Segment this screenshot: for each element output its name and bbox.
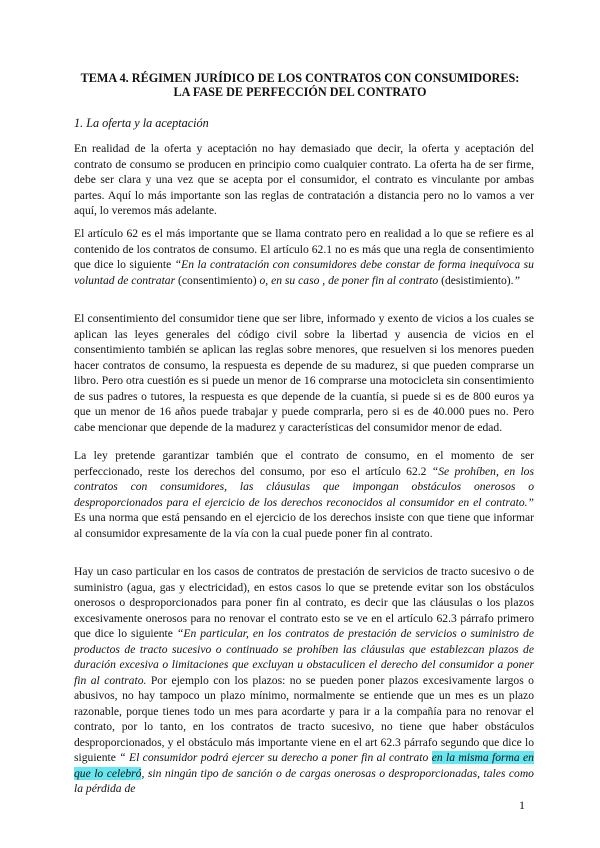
paragraph-2-text: (desistimiento). [438,273,514,287]
paragraph-4 [74,448,534,541]
paragraph-5-text: Por ejemplo con los plazos: no se pueden poner plazos excesivamente largos o abusivos, no hay tampoco un plazo mínimo, normalmente se entiende que un mes es un plazo razonable, porque tienes todo un mes para acordarte y para ir a la compañía para no renovar el contrato, por lo tanto, en los contratos de tracto sucesivo, no tiene que haber obstáculos desproporcionados, y el obstáculo más importante viene en el art 62.3 párrafo segundo que dice lo siguiente [74,673,534,764]
title-line-2: LA FASE DE PERFECCIÓN DEL CONTRATO [173,85,427,99]
paragraph-5-quote: “ El consumidor podrá ejercer su derecho a poner fin al contrato [119,751,432,764]
paragraph-2-text: (consentimiento) [175,273,260,287]
paragraph-4-text: Es una norma que está pensando en el ejercicio de los derechos insiste con que tiene que informar al consumidor expresamente de la vía con la cual puede poner fin al contrato. [74,511,534,540]
paragraph-4-text: La ley pretende garantizar también que el contrato de consumo, en el momento de ser perfeccionado, reste los derechos del consumo, por eso el artículo 62.2 [74,449,534,478]
paragraph-5 [74,564,534,797]
paragraph-2-quote: ” [513,273,521,287]
highlighted-text: en la misma forma en que lo celebró [74,751,534,780]
page-number: 1 [519,798,525,812]
paragraph-4-quote: “Se prohíben, en los contratos con consumidores, las cláusulas que impongan obstáculos onerosos o desproporcionados para el ejercicio de los derechos reconocidos al consumidor en el contrato.” [74,464,534,509]
document-title [60,71,540,99]
paragraph-5-text: Hay un caso particular en los casos de contratos de prestación de servicios de tracto sucesivo o de suministro (agua, gas y electricidad), en estos casos lo que se pretende evitar son los obstáculos onerosos o desproporcionados para poner fin al contrato, es decir que las cláusulas o los plazos excesivamente onerosos para no renovar el contrato esto se ve en el artículo 62.3 párrafo primero que dice lo siguiente [74,565,534,640]
section-heading: 1. La oferta y la aceptación [74,116,209,130]
paragraph-2-text: El artículo 62 es el más importante que se llama contrato pero en realidad a lo que se refiere es al contenido de los contratos de consumo. El artículo 62.1 no es más que una regla de consentimiento que dice lo siguiente [74,227,534,271]
title-line-1: TEMA 4. RÉGIMEN JURÍDICO DE LOS CONTRATOS CON CONSUMIDORES: [80,71,520,85]
paragraph-5-quote: , sin ningún tipo de sanción o de cargas onerosas o desproporcionadas, tales como la pérdida de [74,766,534,795]
paragraph-2-quote: o, en su caso , de poner fin al contrato [259,273,439,287]
paragraph-2-quote: “En la contratación con consumidores debe constar de forma inequívoca su voluntad de contratar [74,258,534,287]
paragraph-1: En realidad de la oferta y aceptación no hay demasiado que decir, la oferta y aceptación del contrato de consumo se producen en principio como cualquier contrato. La oferta ha de ser firme, debe ser clara y una vez que se acepta por el consumidor, el contrato es vinculante por ambas partes. Aquí lo más importante son las reglas de contratación a distancia pero no lo vamos a ver aquí, lo veremos más adelante. [74,142,534,217]
paragraph-3: El consentimiento del consumidor tiene que ser libre, informado y exento de vicios a los cuales se aplican las leyes generales del código civil sobre la libertad y ausencia de vicios en el consentimiento también se aplican las reglas sobre menores, que resuelven si los menores pueden hacer contratos de consumo, la respuesta es depende de su madurez, si que pueden comprarse un libro. Pero otra cuestión es si puede un menor de 16 comprarse una motocicleta sin consentimiento de sus padres o tutores, la respuesta es que depende de la cuantía, si puede si es de 800 euros ya que un menor de 16 años puede trabajar y puede comprarla, pero si es de 40.000 pues no. Pero cabe mencionar que depende de la madurez y características del consumidor menor de edad. [74,312,534,434]
paragraph-5-quote: “En particular, en los contratos de prestación de servicios o suministro de productos de tracto sucesivo o continuado se prohíben las cláusulas que establezcan plazos de duración excesiva o limitaciones que excluyan u obstaculicen el derecho del consumidor a poner fin al contrato. [74,627,534,687]
paragraph-2 [74,226,534,288]
